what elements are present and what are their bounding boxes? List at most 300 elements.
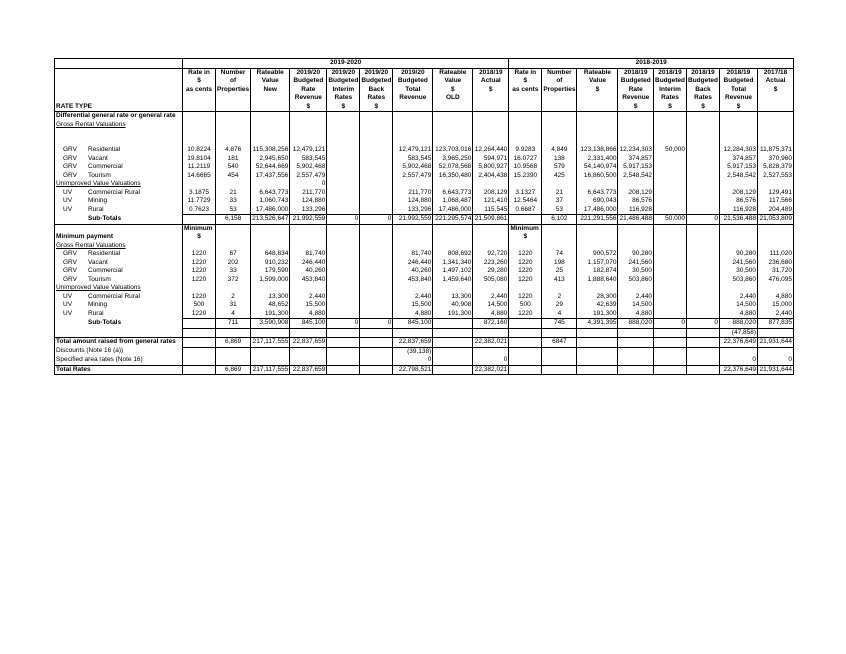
- total-rates-value: 22,798,521: [393, 365, 433, 375]
- blank-cell: [618, 347, 654, 356]
- minimum-row: [55, 293, 794, 302]
- blank-cell: [393, 121, 433, 130]
- value-cell: 690,043: [577, 197, 618, 206]
- value-cell: 2,440: [393, 293, 433, 302]
- blank-cell: [327, 180, 360, 189]
- value-cell: [687, 197, 720, 206]
- subtotal-value: [183, 215, 216, 225]
- specified-value: 0: [720, 356, 758, 365]
- blank-cell: [618, 242, 654, 251]
- row-label: Gross Rental Valuations: [55, 121, 183, 130]
- minimum-subtotal-row: [55, 319, 794, 329]
- specified-value: [509, 356, 542, 365]
- total-value: 217,117,555: [252, 338, 289, 345]
- subtotal-value: 6,158: [216, 215, 251, 225]
- value-cell: 1220: [183, 276, 216, 285]
- subtotal-value: 711: [216, 319, 251, 329]
- column-header: Properties: [543, 85, 576, 93]
- rate-code: GRV: [63, 258, 77, 266]
- value-cell: [687, 250, 720, 259]
- total-value: 22,837,659: [393, 338, 433, 348]
- uv-heading-row: [55, 284, 794, 293]
- blank-cell: [473, 242, 509, 251]
- row-label: [55, 138, 183, 147]
- row-label: [55, 197, 183, 206]
- column-header: [393, 103, 433, 112]
- value-cell: 1220: [509, 259, 542, 268]
- value-cell: 133,296: [290, 206, 327, 215]
- column-header: 2017/18: [758, 68, 794, 77]
- subtotal-value: 3,590,908: [251, 319, 290, 329]
- column-header: Actual: [758, 77, 794, 86]
- column-header: as cents: [509, 86, 542, 95]
- blank-cell: [251, 284, 290, 293]
- rate-name: Vacant: [88, 258, 108, 266]
- value-cell: 37: [542, 197, 577, 206]
- grv-heading-row: [55, 242, 794, 251]
- subtotal-value: 0: [327, 319, 360, 329]
- subtotal-value: [509, 319, 542, 329]
- value-cell: 500: [183, 301, 216, 310]
- column-header: Budgeted: [393, 77, 433, 86]
- blank-cell: [618, 138, 654, 147]
- blank-cell: [509, 138, 542, 147]
- value-cell: [327, 250, 360, 259]
- blank-cell: [618, 328, 654, 338]
- blank-cell: [216, 233, 251, 242]
- specified-value: [360, 356, 393, 365]
- blank-cell: [720, 233, 758, 242]
- blank-cell: [216, 112, 251, 121]
- total-value: 6,869: [216, 338, 251, 348]
- blank-cell: [360, 138, 393, 147]
- column-header: Back: [360, 86, 393, 95]
- blank-cell: [720, 284, 758, 293]
- column-header: [473, 94, 509, 103]
- value-cell: [654, 172, 687, 181]
- value-cell: 246,440: [290, 259, 327, 268]
- subtotal-value: 872,160: [473, 319, 509, 329]
- rate-name: Commercial: [88, 267, 123, 274]
- minimum-row: [55, 267, 794, 276]
- column-header: Number: [216, 68, 251, 77]
- minimum-col-label: Minimum: [509, 224, 542, 233]
- column-header: [758, 103, 794, 112]
- value-cell: 15.2390: [509, 172, 542, 181]
- value-cell: 4,880: [618, 310, 654, 319]
- value-cell: [360, 301, 393, 310]
- discount-value: (39,138): [393, 347, 433, 356]
- blank-cell: [654, 180, 687, 189]
- total-general-row: [55, 338, 794, 348]
- total-value: [360, 338, 393, 348]
- value-cell: [687, 293, 720, 302]
- column-header-row: [55, 103, 794, 112]
- blank-cell: [542, 328, 577, 338]
- blank-cell: [216, 121, 251, 130]
- value-cell: 204,489: [758, 206, 794, 215]
- blank-cell: [687, 224, 720, 233]
- blank-cell: [720, 112, 758, 121]
- value-cell: [687, 163, 720, 172]
- blank-cell: [542, 284, 577, 293]
- blank-cell: [542, 121, 577, 130]
- value-cell: 16.0727: [509, 155, 542, 164]
- subtotal-value: 0: [360, 215, 393, 225]
- value-cell: [327, 146, 360, 155]
- value-cell: 3,965,250: [433, 155, 473, 164]
- value-cell: [687, 189, 720, 198]
- column-header: 2019/20: [393, 68, 433, 77]
- blank-cell: [251, 138, 290, 147]
- column-header: Budgeted: [688, 77, 718, 84]
- rate-name: Rural: [88, 309, 104, 317]
- blank-cell: [360, 112, 393, 121]
- total-rates-value: 22,376,649: [720, 365, 758, 375]
- column-header: Total: [720, 86, 758, 95]
- value-cell: [654, 163, 687, 172]
- value-cell: 1220: [183, 250, 216, 259]
- value-cell: 33: [216, 267, 251, 276]
- value-cell: 52,078,568: [433, 163, 473, 172]
- blank-cell: [393, 328, 433, 338]
- blank-cell: [687, 180, 720, 189]
- value-cell: 90,280: [720, 250, 758, 259]
- value-cell: [360, 293, 393, 302]
- value-cell: [327, 301, 360, 310]
- value-cell: [654, 267, 687, 276]
- blank-cell: [473, 224, 509, 233]
- blank-cell: [183, 138, 216, 147]
- column-header: [542, 103, 577, 112]
- subtotal-value: 745: [542, 319, 577, 329]
- value-cell: 2,331,400: [577, 155, 618, 164]
- value-cell: 30,500: [720, 267, 758, 276]
- specified-value: [251, 356, 290, 365]
- row-label: [55, 129, 183, 138]
- column-header: 2019/20: [327, 68, 360, 77]
- blank-cell: [618, 121, 654, 130]
- subtotal-value: 21,992,559: [393, 215, 433, 225]
- value-cell: 540: [216, 163, 251, 172]
- subtotal-value: 0: [687, 215, 720, 225]
- rate-code: GRV: [63, 250, 77, 257]
- value-cell: [687, 301, 720, 310]
- blank-cell: [360, 347, 393, 356]
- blank-cell: [473, 121, 509, 130]
- value-cell: 500: [509, 301, 542, 310]
- value-cell: 4,876: [216, 146, 251, 155]
- value-cell: 5,917,153: [720, 163, 758, 172]
- blank-cell: [433, 121, 473, 130]
- blank-cell: [577, 112, 618, 121]
- rate-code: UV: [63, 301, 73, 308]
- rate-code: GRV: [63, 146, 77, 153]
- value-cell: 1,497,102: [433, 267, 473, 276]
- blank-cell: [327, 121, 360, 130]
- column-header-row: [55, 94, 794, 103]
- column-header: $: [473, 86, 509, 95]
- total-value: [327, 338, 360, 348]
- subtotal-value: 0: [360, 319, 393, 329]
- value-cell: 454: [216, 172, 251, 181]
- value-cell: 115,545: [473, 206, 509, 215]
- blank-cell: [55, 59, 183, 69]
- specified-value: [542, 356, 577, 365]
- value-cell: 28,300: [577, 293, 618, 302]
- value-cell: 2,404,438: [473, 172, 509, 181]
- row-label: Gross Rental Valuations: [55, 242, 183, 251]
- value-cell: [654, 301, 687, 310]
- total-value: 22,837,659: [290, 338, 327, 348]
- value-cell: 2,548,542: [618, 172, 654, 181]
- rate-name: Commercial: [88, 163, 123, 170]
- blank-cell: [251, 347, 290, 356]
- total-rates-label: Total Rates: [55, 365, 183, 375]
- specified-value: [327, 356, 360, 365]
- differential-row: [55, 206, 794, 215]
- column-header: Value: [251, 77, 290, 86]
- value-cell: 181: [216, 155, 251, 164]
- value-cell: 1220: [509, 310, 542, 319]
- value-cell: 124,880: [290, 197, 327, 206]
- value-cell: 1220: [509, 293, 542, 302]
- value-cell: [327, 276, 360, 285]
- value-cell: 15,500: [393, 301, 433, 310]
- blank-cell: [758, 129, 794, 138]
- value-cell: 13,300: [433, 293, 473, 302]
- value-cell: 15,000: [758, 301, 794, 310]
- column-header-row: [55, 77, 794, 86]
- rate-name: Mining: [88, 301, 108, 308]
- minimum-row: [55, 301, 794, 310]
- blank-cell: [183, 284, 216, 293]
- column-header: Budgeted: [361, 77, 392, 84]
- differential-row: [55, 163, 794, 172]
- differential-heading-row: [55, 112, 794, 121]
- value-cell: 2,945,650: [251, 155, 290, 164]
- rate-name: Residential: [88, 146, 121, 153]
- value-cell: 14.6665: [183, 172, 216, 181]
- blank-cell: [183, 347, 216, 356]
- value-cell: 900,572: [577, 250, 618, 259]
- specified-value: [183, 356, 216, 365]
- row-label: Differential general rate or general rate: [55, 112, 183, 121]
- value-cell: 1220: [183, 267, 216, 276]
- rate-code: UV: [63, 197, 73, 204]
- row-label: [55, 276, 183, 285]
- column-header: 2019/20: [360, 68, 393, 77]
- subtotal-value: 21,053,809: [759, 215, 793, 222]
- blank-cell: [290, 129, 327, 138]
- subtotal-value: 21,536,488: [720, 215, 758, 225]
- minimum-col-label: Minimum: [183, 224, 216, 233]
- column-header: Budgeted: [618, 77, 654, 86]
- blank-cell: [290, 233, 327, 242]
- value-cell: [654, 276, 687, 285]
- value-cell: 138: [542, 155, 577, 164]
- blank-cell: [360, 180, 393, 189]
- rate-type-label: [55, 77, 183, 86]
- blank-cell: [473, 138, 509, 147]
- blank-cell: [433, 242, 473, 251]
- blank-cell: [290, 347, 327, 356]
- row-label: [55, 293, 183, 302]
- blank-cell: [509, 242, 542, 251]
- subtotal-value: 888,020: [720, 319, 758, 329]
- specified-value: 0: [393, 356, 433, 365]
- value-cell: [327, 206, 360, 215]
- row-label: [55, 310, 183, 319]
- blank-cell: [577, 284, 618, 293]
- value-cell: 40,260: [290, 267, 327, 276]
- value-cell: 808,692: [433, 250, 473, 259]
- value-cell: 505,080: [473, 276, 509, 285]
- value-cell: 4: [542, 310, 577, 319]
- blank-cell: [290, 242, 327, 251]
- specified-value: [687, 356, 720, 365]
- value-cell: [327, 163, 360, 172]
- value-cell: 16,860,500: [577, 172, 618, 181]
- total-rates-value: [577, 365, 618, 375]
- blank-cell: [393, 112, 433, 121]
- value-cell: 17,437,556: [251, 172, 290, 181]
- value-cell: 191,300: [577, 310, 618, 319]
- value-cell: [654, 197, 687, 206]
- total-value: 21,931,644: [759, 338, 793, 345]
- value-cell: 1,068,487: [433, 197, 473, 206]
- column-header: Rate: [618, 86, 654, 95]
- minimum-col-label: $: [183, 233, 216, 242]
- total-value: 6847: [542, 338, 577, 348]
- total-value: [618, 338, 654, 348]
- column-header: Revenue: [618, 94, 654, 103]
- value-cell: 2,440: [618, 293, 654, 302]
- blank-cell: [758, 233, 794, 242]
- specified-value: [433, 356, 473, 365]
- value-cell: 4,880: [290, 310, 327, 319]
- blank-cell: [542, 129, 577, 138]
- subtotal-value: 0: [654, 319, 687, 329]
- value-cell: 81,740: [290, 250, 327, 259]
- blank-cell: [509, 328, 542, 338]
- row-label: Unimproved Value Valuations: [55, 180, 183, 189]
- column-header: as cents: [183, 86, 216, 95]
- column-header: 2018/19: [720, 68, 758, 77]
- value-cell: [327, 172, 360, 181]
- subtotal-value: [183, 319, 216, 329]
- value-cell: 12,479,121: [393, 146, 433, 155]
- subtotal-value: [433, 319, 473, 329]
- column-header: Actual: [473, 77, 509, 86]
- row-label: [55, 146, 183, 155]
- blank-cell: [654, 112, 687, 121]
- blank-cell: [577, 242, 618, 251]
- total-rates-value: [687, 365, 720, 375]
- rate-code: GRV: [63, 163, 77, 170]
- total-rates-value: [360, 365, 393, 375]
- column-header: 2018/19: [654, 68, 687, 77]
- blank-cell: [758, 112, 794, 121]
- value-cell: 208,129: [473, 189, 509, 198]
- blank-cell: [720, 129, 758, 138]
- value-cell: 92,720: [473, 250, 509, 259]
- blank-cell: [758, 224, 794, 233]
- blank-cell: [216, 224, 251, 233]
- value-cell: 2: [216, 293, 251, 302]
- value-cell: 117,566: [758, 197, 794, 206]
- value-cell: 10.8224: [183, 146, 216, 155]
- blank-cell: [758, 328, 794, 338]
- blank-cell: [183, 112, 216, 121]
- column-header: $: [433, 86, 473, 95]
- column-header: Interim: [327, 86, 360, 95]
- row-label: [55, 267, 183, 276]
- column-header: 2019/20: [290, 68, 327, 77]
- rate-name: Tourism: [88, 171, 111, 179]
- column-header: $: [290, 103, 327, 112]
- value-cell: [687, 310, 720, 319]
- total-rates-value: [618, 365, 654, 375]
- column-header: Number: [542, 68, 577, 77]
- value-cell: 0.6687: [509, 206, 542, 215]
- value-cell: 4,880: [393, 310, 433, 319]
- value-cell: 2,440: [290, 293, 327, 302]
- row-label: Minimum payment: [55, 233, 183, 242]
- blank-cell: [687, 112, 720, 121]
- blank-cell: [473, 112, 509, 121]
- blank-cell: [433, 180, 473, 189]
- total-rates-value: [183, 365, 216, 375]
- blank-cell: [509, 347, 542, 356]
- value-cell: 9.9283: [509, 146, 542, 155]
- blank-cell: [509, 121, 542, 130]
- value-cell: 191,300: [433, 310, 473, 319]
- value-cell: 0.7623: [183, 206, 216, 215]
- rate-code: GRV: [63, 171, 77, 179]
- blank-cell: [327, 347, 360, 356]
- blank-cell: [433, 328, 473, 338]
- rate-name: Tourism: [88, 275, 111, 283]
- discounts-row: [55, 347, 794, 356]
- blank-cell: [687, 138, 720, 147]
- blank-cell: [758, 180, 794, 189]
- value-cell: 648,834: [251, 250, 290, 259]
- row-label: [55, 259, 183, 268]
- blank-cell: [360, 224, 393, 233]
- value-cell: 17,486,000: [433, 206, 473, 215]
- value-cell: [360, 163, 393, 172]
- rates-table: [54, 58, 794, 375]
- blank-cell: [720, 138, 758, 147]
- blank-cell: [687, 328, 720, 338]
- rate-type-label: [55, 68, 183, 77]
- blank-cell: [251, 112, 290, 121]
- total-rates-value: [433, 365, 473, 375]
- row-label: [55, 163, 183, 172]
- adjustment-row: [55, 328, 794, 338]
- blank-cell: [290, 224, 327, 233]
- value-cell: [687, 276, 720, 285]
- rate-name: Vacant: [88, 154, 108, 162]
- value-cell: 30,500: [618, 267, 654, 276]
- blank-cell: [251, 180, 290, 189]
- blank-cell: [290, 328, 327, 338]
- blank-cell: [360, 129, 393, 138]
- blank-cell: [393, 129, 433, 138]
- column-header: 2018/19: [618, 68, 654, 77]
- value-cell: 1,060,743: [251, 197, 290, 206]
